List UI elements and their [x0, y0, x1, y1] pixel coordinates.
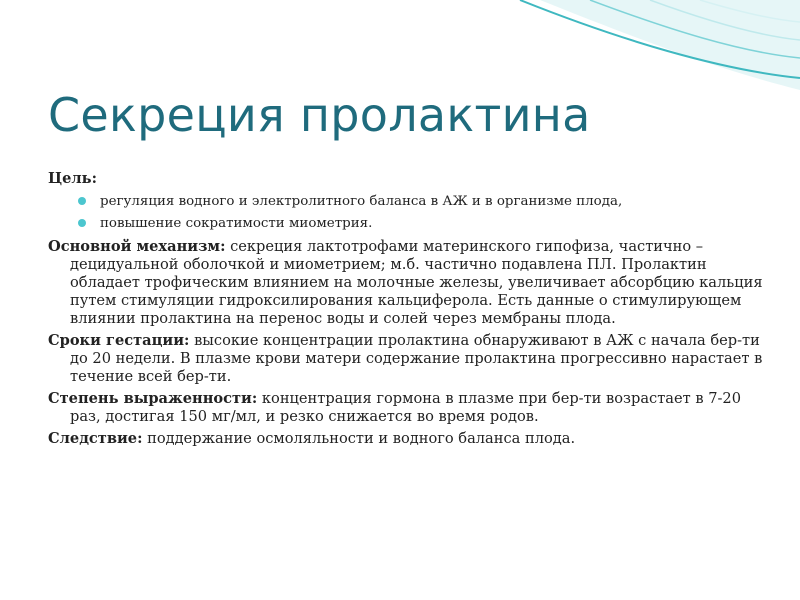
goal-item	[78, 215, 764, 232]
mechanism-label: Основной механизм:	[48, 238, 226, 255]
degree-paragraph	[48, 390, 764, 426]
gestation-paragraph	[48, 332, 764, 386]
slide-title: Секреция пролактина	[48, 88, 591, 142]
goal-item	[78, 193, 764, 210]
mechanism-paragraph	[48, 238, 764, 328]
goal-paragraph	[48, 170, 764, 188]
degree-label: Степень выраженности:	[48, 390, 258, 407]
bullet-dot-icon	[78, 197, 86, 205]
goal-item-text: регуляция водного и электролитного баланса в АЖ и в организме плода,	[100, 194, 623, 209]
gestation-text: высокие концентрации пролактина обнаруживают в АЖ с начала бер-ти до 20 недели. В плазме крови матери содержание пролактина прогрессивно нарастает в течение всей бер-ти.	[70, 332, 763, 385]
degree-text: концентрация гормона в плазме при бер-ти возрастает в 7-20 раз, достигая 150 мг/мл, и резко снижается во время родов.	[70, 390, 741, 425]
gestation-label: Сроки гестации:	[48, 332, 190, 349]
goal-list	[48, 193, 764, 232]
consequence-text: поддержание осмоляльности и водного баланса плода.	[147, 430, 576, 447]
wave-fill	[540, 0, 800, 90]
mechanism-text: секреция лактотрофами материнского гипофиза, частично – децидуальной оболочкой и миометрием; м.б. частично подавлена ПЛ. Пролактин обладает трофическим влиянием на молочные железы, увеличивает абсорбцию кальция путем стимуляции гидроксилирования кальциферола. Есть данные о стимулирующем влиянии пролактина на перенос воды и солей через мембраны плода.	[70, 238, 763, 327]
slide-content	[48, 170, 764, 452]
goal-item-text: повышение сократимости миометрия.	[100, 216, 373, 231]
goal-label: Цель:	[48, 170, 97, 187]
consequence-label: Следствие:	[48, 430, 143, 447]
bullet-dot-icon	[78, 219, 86, 227]
consequence-paragraph	[48, 430, 764, 448]
